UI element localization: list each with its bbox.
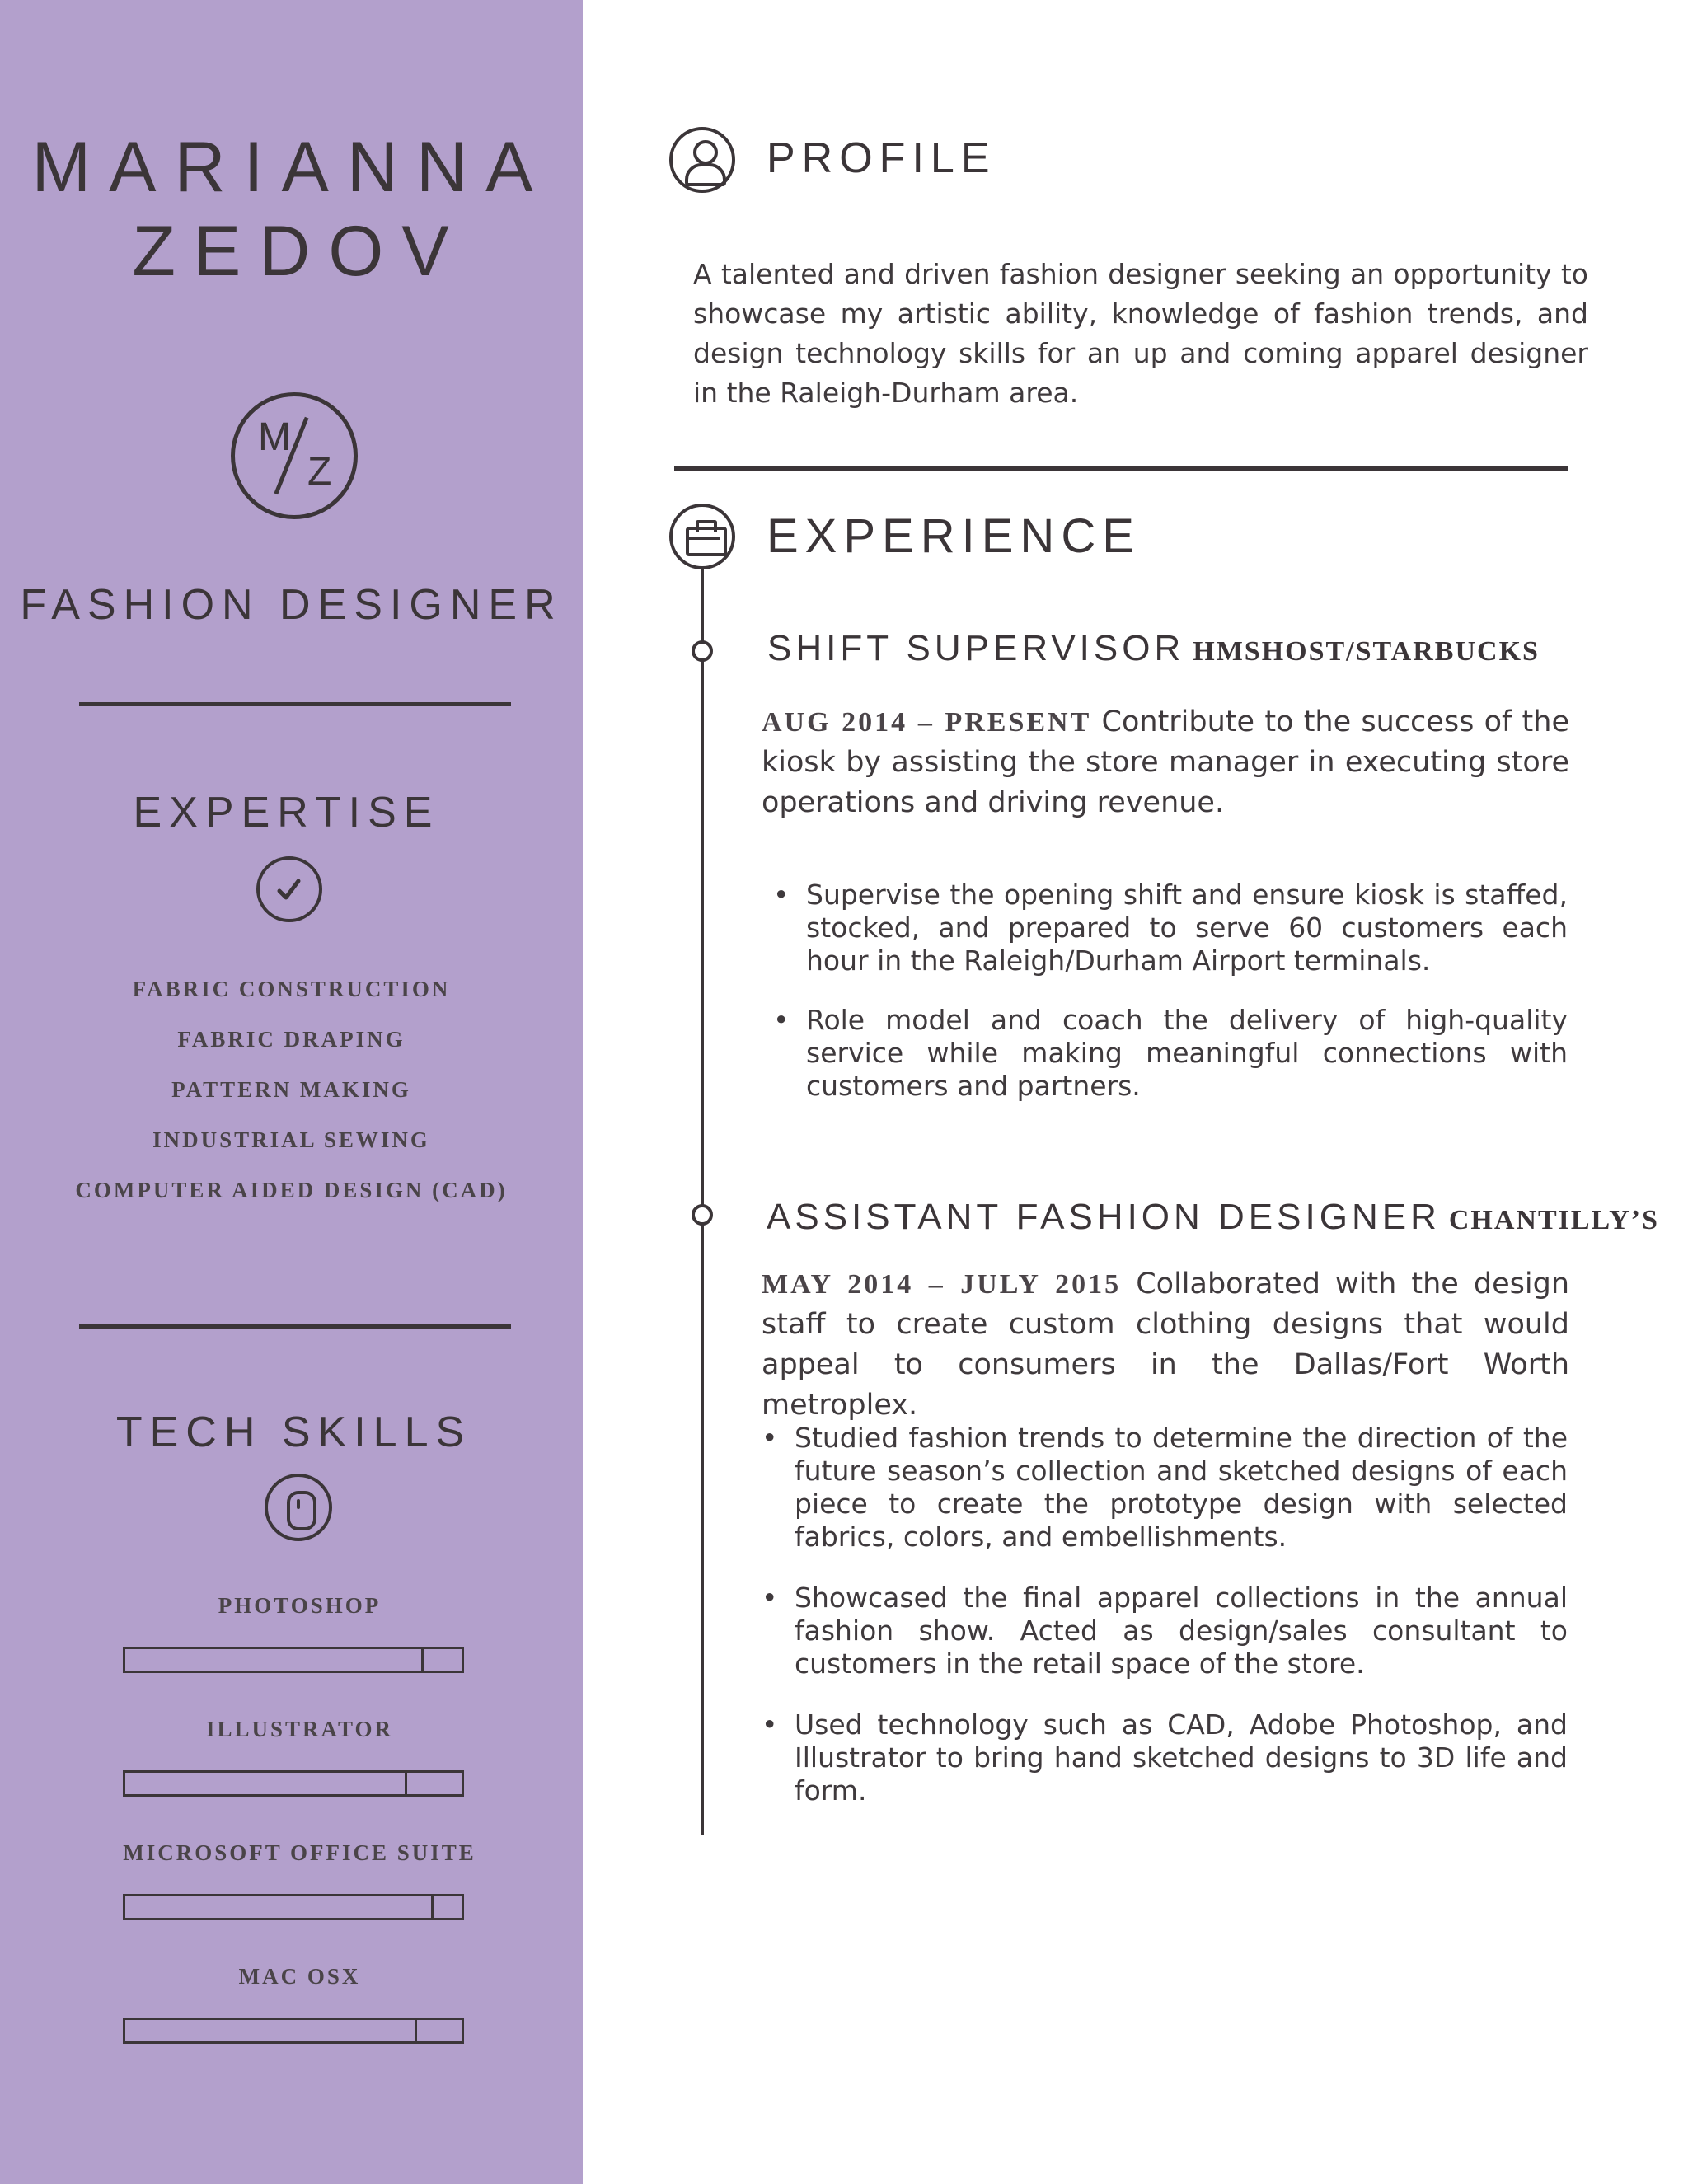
skill-bar-fill	[125, 2020, 417, 2041]
sidebar	[0, 0, 583, 2184]
timeline-line	[701, 569, 704, 1835]
job-bullets	[757, 1422, 1568, 1807]
skill-bar-illustrator	[123, 1770, 464, 1797]
profile-text: A talented and driven fashion designer seeking an opportunity to showcase my artistic ability, knowledge of fashion trends, and design technology skills for an up and coming apparel designer in the Raleigh-Durham area.	[693, 258, 1588, 409]
tech-skills-title: TECH SKILLS	[115, 1408, 472, 1456]
expertise-title: EXPERTISE	[133, 789, 440, 837]
expertise-item: PATTERN MAKING	[171, 1077, 411, 1102]
list-item: • Supervise the opening shift and ensure kiosk is staffed, stocked, and prepared to serve 60 customers each hour in the Raleigh/Durham Airport terminals.	[773, 879, 1568, 977]
check-circle-icon	[256, 856, 322, 922]
job-bullets	[768, 879, 1568, 1103]
list-item: • Showcased the final apparel collections in the annual fashion show. Acted as design/sales consultant to customers in the retail space of the store.	[762, 1582, 1568, 1680]
job-title	[767, 630, 1540, 667]
job-summary	[762, 702, 1569, 823]
monogram-letter-bottom: Z	[307, 450, 332, 494]
monogram-letter-top: M	[258, 415, 291, 459]
first-name: MARIANNA	[31, 128, 551, 207]
briefcase-icon	[669, 504, 735, 569]
list-item: • Role model and coach the delivery of high-quality service while making meaningful connections with customers and partners.	[773, 1004, 1568, 1102]
profile-title: PROFILE	[767, 134, 996, 182]
mouse-icon	[265, 1474, 332, 1541]
list-item: • Studied fashion trends to determine the direction of the future season’s collection and sketched designs of each piece to create the prototype design with selected fabrics, colors, and embellishments.	[762, 1422, 1568, 1553]
skill-label: MICROSOFT OFFICE SUITE	[123, 1840, 476, 1865]
expertise-item: COMPUTER AIDED DESIGN (CAD)	[75, 1178, 508, 1202]
skill-label: ILLUSTRATOR	[205, 1717, 394, 1741]
job-dates: AUG 2014 – PRESENT	[762, 707, 1092, 738]
list-item: • Used technology such as CAD, Adobe Photoshop, and Illustrator to bring hand sketched designs to 3D life and form.	[762, 1708, 1568, 1807]
expertise-item: FABRIC DRAPING	[177, 1027, 406, 1052]
job-summary-text: Collaborated with the design staff to create custom clothing designs that would appeal to consumers in the Dallas/Fort Worth metroplex.	[762, 1268, 1569, 1422]
divider	[674, 466, 1568, 471]
job-summary-text: Contribute to the success of the kiosk by assisting the store manager in executing store operations and driving revenue.	[762, 705, 1569, 819]
job-title	[767, 1199, 1659, 1235]
skill-bar-photoshop	[123, 1647, 464, 1673]
skill-bar-office	[123, 1894, 464, 1920]
skill-bar-fill	[125, 1649, 424, 1671]
timeline-node	[692, 1204, 713, 1226]
job-dates: MAY 2014 – JULY 2015	[762, 1269, 1122, 1300]
divider	[79, 1324, 511, 1329]
user-icon	[669, 127, 735, 193]
skill-label: PHOTOSHOP	[218, 1593, 382, 1618]
last-name: ZEDOV	[132, 212, 467, 291]
skill-bar-fill	[125, 1773, 407, 1794]
expertise-item: INDUSTRIAL SEWING	[152, 1127, 430, 1152]
expertise-item: FABRIC CONSTRUCTION	[132, 977, 451, 1001]
job-position: ASSISTANT FASHION DESIGNER	[767, 1197, 1441, 1237]
divider	[79, 702, 511, 706]
monogram-logo	[231, 392, 358, 519]
job-role: FASHION DESIGNER	[20, 581, 563, 629]
job-summary	[762, 1264, 1569, 1426]
job-company: CHANTILLY’S	[1448, 1205, 1659, 1235]
skill-bar-macosx	[123, 2018, 464, 2044]
skill-bar-fill	[125, 1896, 434, 1918]
skill-label: MAC OSX	[238, 1964, 361, 1989]
job-position: SHIFT SUPERVISOR	[767, 628, 1185, 668]
timeline-node	[692, 640, 713, 662]
job-company: HMSHOST/STARBUCKS	[1193, 636, 1540, 667]
experience-title: EXPERIENCE	[767, 509, 1141, 563]
